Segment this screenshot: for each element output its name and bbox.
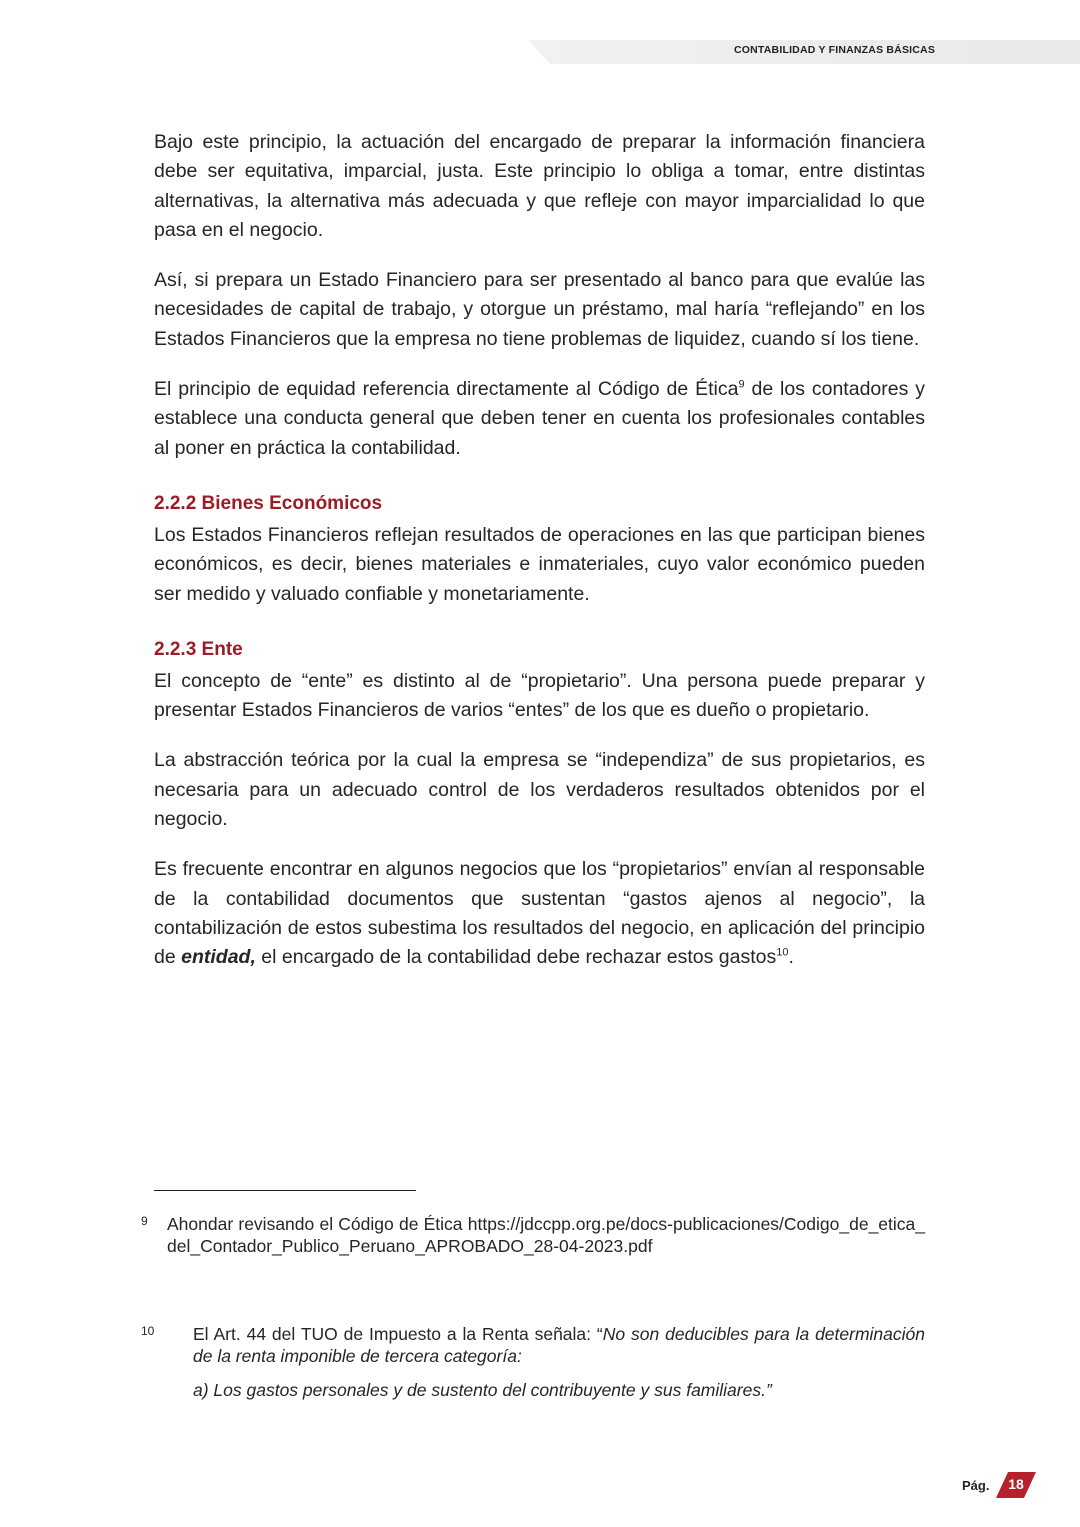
footnote-ref-10[interactable]: 10 (776, 946, 789, 959)
paragraph-text: el encargado de la contabilidad debe rechazar estos gastos (255, 946, 777, 969)
footnote-9-number: 9 (141, 1214, 148, 1228)
paragraph-bank-example: Así, si prepara un Estado Financiero para ser presentado al banco para que evalúe las necesidades de capital de trabajo, y otorgue un préstamo, mal haría “reflejando” en los Estados Financieros que la empresa no tiene problemas de liquidez, cuando sí los tiene. (154, 269, 925, 350)
page-label: Pág. (962, 1478, 990, 1493)
footnote-10-text (193, 1323, 925, 1401)
footnote-10-intro: El Art. 44 del TUO de Impuesto a la Renta señala: “ (193, 1324, 603, 1344)
footnote-ref-9[interactable]: 9 (738, 378, 745, 391)
paragraph-text: El principio de equidad referencia directamente al Código de Ética (154, 378, 739, 401)
paragraph-owner-expenses (154, 855, 925, 972)
running-header-title: CONTABILIDAD Y FINANZAS BÁSICAS (734, 44, 936, 56)
section-heading-bienes-economicos: 2.2.2 Bienes Económicos (154, 492, 383, 514)
paragraph-entity-concept: El concepto de “ente” es distinto al de “propietario”. Una persona puede preparar y presentar Estados Financieros de varios “entes” de los que es dueño o propietario. (154, 669, 925, 722)
paragraph-text: . (788, 946, 794, 969)
paragraph-economic-goods: Los Estados Financieros reflejan resultados de operaciones en las que participan bienes económicos, es decir, bienes materiales e inmateriales, cuyo valor económico pueden ser medido y valuado confiable y monetariamente. (154, 523, 925, 605)
paragraph-text: de los contadores y establece una conducta general que deben tener en cuenta los profesionales contables al poner en práctica la contabilidad. (154, 378, 925, 459)
paragraph-equity-principle: Bajo este principio, la actuación del encargado de preparar la información financiera debe ser equitativa, imparcial, justa. Este principio lo obliga a tomar, entre distintas alternativas, la alternativa más adecuada y que refleje con mayor imparcialidad lo que pasa en el negocio. (154, 131, 925, 241)
paragraph-entity-abstraction: La abstracción teórica por la cual la empresa se “independiza” de sus propietarios, es necesaria para un adecuado control de los verdaderos resultados obtenidos por el negocio. (154, 749, 925, 831)
footnote-10-number: 10 (141, 1324, 155, 1338)
main-content (154, 128, 925, 994)
footnote-10-quote: No son deducibles para la determinación de la renta imponible de tercera categoría: (193, 1324, 925, 1366)
footnote-separator (154, 1190, 416, 1191)
section-heading-ente: 2.2.3 Ente (154, 638, 243, 660)
footnote-9-text[interactable]: Ahondar revisando el Código de Ética https://jdccpp.org.pe/docs-publicaciones/Codigo_de_etica_del_Contador_Publico_Peruano_APROBADO_28-04-2023.pdf (167, 1214, 925, 1256)
page-number: 18 (1008, 1476, 1024, 1492)
footnote-10-item: a) Los gastos personales y de sustento del contribuyente y sus familiares.” (193, 1380, 772, 1400)
page-number-badge (996, 1472, 1036, 1498)
paragraph-code-of-ethics (154, 375, 925, 463)
paragraph-text: Es frecuente encontrar en algunos negocios que los “propietarios” envían al responsable de la contabilidad documentos que sustentan “gastos ajenos al negocio”, la contabilización de estos subestima los resultados del negocio, en aplicación del principio de (154, 858, 925, 969)
emphasis-entidad: entidad, (181, 946, 256, 969)
